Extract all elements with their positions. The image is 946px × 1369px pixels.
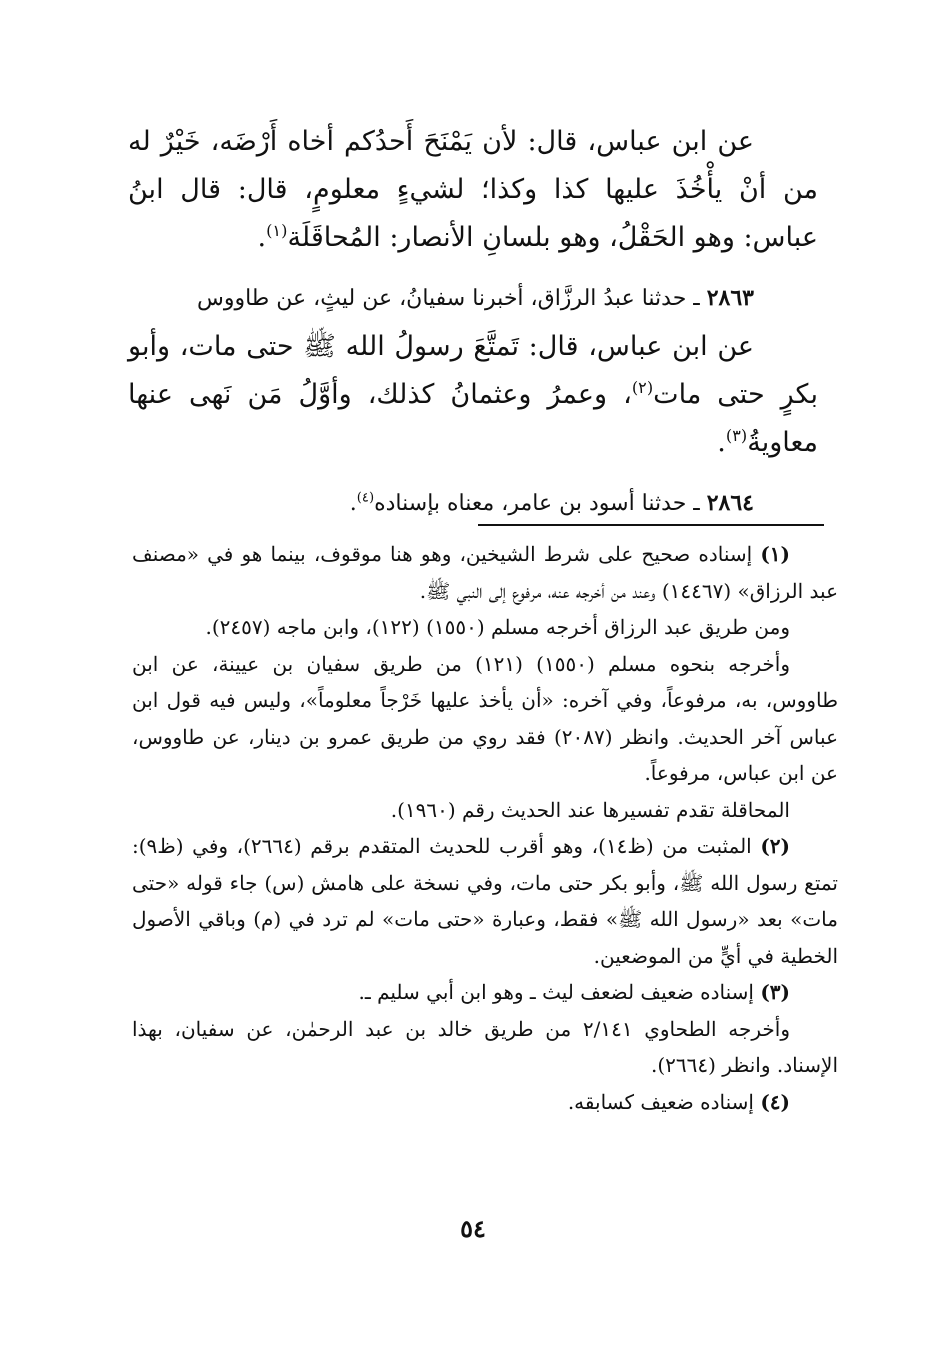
- footnote-marker: (١): [760, 542, 790, 566]
- footnote-1-paragraph: ومن طريق عبد الرزاق أخرجه مسلم (١٥٥٠) (١٢٢)، وابن ماجه (٢٤٥٧).: [205, 615, 790, 639]
- footnote-ref-4[interactable]: (٤): [356, 490, 375, 506]
- footnote-separator: [478, 524, 824, 526]
- main-text: [128, 118, 818, 524]
- footnote-1: (١) إسناده صحيح على شرط الشيخين، وهو هنا موقوف، بينما هو في «مصنف عبد الرزاق» (١٤٤٦٧) وعند من أخرجه عنه، مرفوع إلى النبي ﷺ.: [132, 542, 838, 603]
- paragraph-hadith-2862-matn: عن ابن عباس، قال: لأن يَمْنَحَ أَحدُكم أخاه أَرْضَه، خَيْرٌ له من أنْ يأْخُذَ عليها كذا وكذا؛ لشيءٍ معلومٍ، قال: قال ابنُ عباس: وهو الحَقْلُ، وهو بلسانِ الأنصار: المُحاقَلَة$^{(١)}$.: [128, 126, 818, 253]
- hadith-2863-isnad: ٢٨٦٣ ـ حدثنا عبدُ الرزَّاق، أخبرنا سفيانُ، عن ليثٍ، عن طاووس: [196, 285, 754, 311]
- footnote-ref-2[interactable]: (٢): [631, 378, 654, 397]
- footnote-ref-1[interactable]: (١): [266, 221, 288, 240]
- footnote-1-paragraph: المحاقلة تقدم تفسيرها عند الحديث رقم (١٩٦٠).: [390, 797, 790, 822]
- hadith-2864-isnad: ٢٨٦٤ ـ حدثنا أسود بن عامر، معناه بإسناده$^{(٤)}$.: [349, 490, 754, 516]
- footnote-marker: (٣): [760, 980, 790, 1004]
- footnote-4: (٤) إسناده ضعيف كسابقه.: [567, 1089, 790, 1114]
- page-number: ٥٤: [460, 1214, 486, 1243]
- hadith-number: ٢٨٦٣: [706, 285, 754, 311]
- hadith-number: ٢٨٦٤: [706, 490, 754, 516]
- footnote-ref-3[interactable]: (٣): [725, 426, 748, 445]
- paragraph-hadith-2863-matn: عن ابن عباس، قال: تَمتَّعَ رسولُ الله ﷺ حتى مات، وأبو بكرٍ حتى مات$^{(٢)}$، وعمرُ وعثمانُ كذلك، وأوَّلُ مَن نَهى عنها معاويةُ$^{(٣)}$.: [128, 331, 818, 458]
- footnote-3: (٣) إسناده ضعيف لضعف ليث ـ وهو ابن أبي سليم ـ.: [358, 980, 790, 1004]
- footnotes: [132, 536, 838, 1120]
- footnote-marker: (٤): [760, 1089, 790, 1114]
- footnote-1-paragraph: وأخرجه بنحوه مسلم (١٥٥٠) (١٢١) من طريق سفيان بن عيينة، عن ابن طاووس، به، مرفوعاً، وفي آخره: «أن يأخذ عليها خَرْجاً معلوماً»، وليس فيه قول ابن عباس آخر الحديث. وانظر (٢٠٨٧) فقد روي من طريق عمرو بن دينار، عن طاووس، عن ابن عباس، مرفوعاً.: [132, 651, 839, 785]
- footnote-marker: (٢): [760, 834, 790, 858]
- footnote-2: (٢) المثبت من (ظ١٤)، وهو أقرب للحديث المتقدم برقم (٢٦٦٤)، وفي (ظ٩): تمتع رسول الله ﷺ، وأبو بكر حتى مات، وفي نسخة على هامش (س) جاء قوله «حتى مات» بعد «رسول الله ﷺ» فقط، وعبارة «حتى مات» لم ترد في (م) وباقي الأصول الخطية في أيٍّ من الموضعين.: [132, 834, 838, 968]
- footnote-3-paragraph: وأخرجه الطحاوي ٢/١٤١ من طريق خالد بن عبد الرحمٰن، عن سفيان، بهذا الإسناد. وانظر (٢٦٦٤).: [132, 1016, 838, 1077]
